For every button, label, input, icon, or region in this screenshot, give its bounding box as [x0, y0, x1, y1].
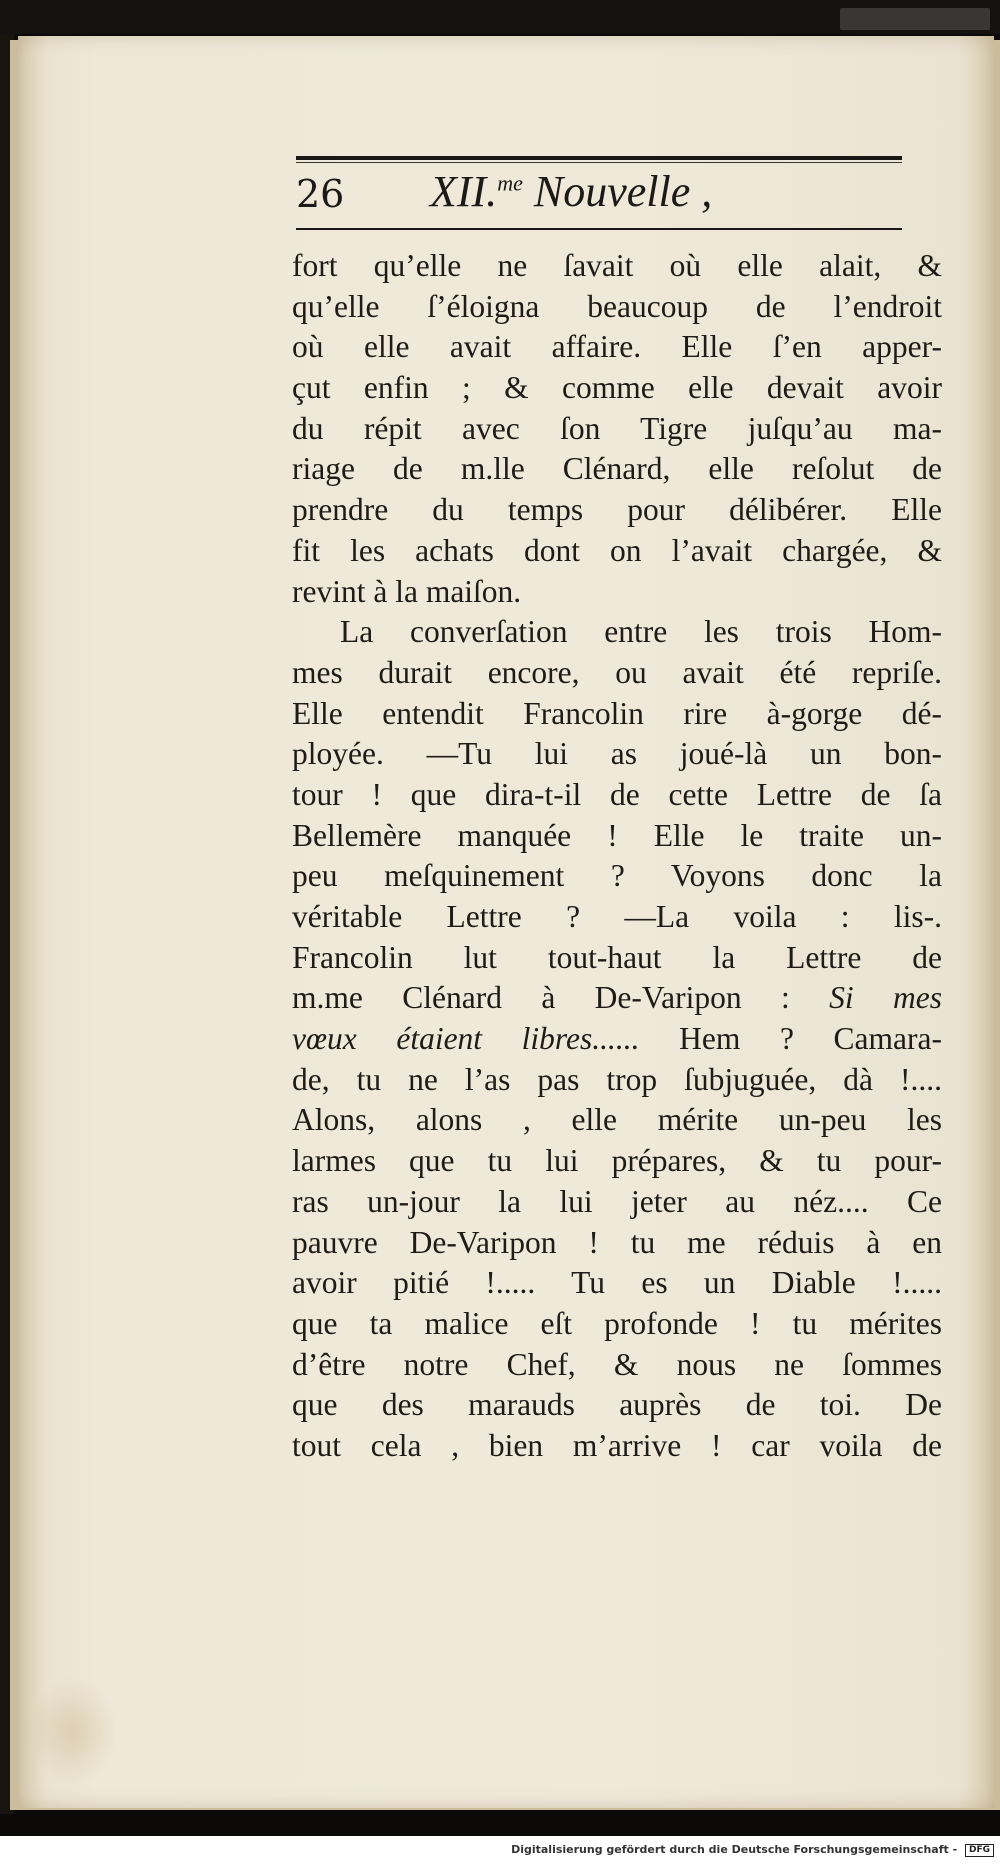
binding-strip [840, 8, 990, 30]
running-head-superscript: me [497, 170, 523, 196]
text-line: ployée. —Tu lui as joué-là un bon- [292, 736, 942, 772]
body-text [292, 246, 942, 1467]
running-head-roman: XII. [430, 167, 498, 216]
text-line: Alons, alons , elle mérite un-peu les [292, 1102, 942, 1138]
page-number: 26 [296, 172, 345, 216]
text-line: Francolin lut tout-haut la Lettre de [292, 939, 942, 975]
text-line: peu meſquinement ? Voyons donc la [292, 858, 942, 894]
header-rule-top [296, 156, 902, 160]
text-line: Bellemère manquée ! Elle le traite un- [292, 817, 942, 853]
text-line: riage de m.lle Clénard, elle reſolut de [292, 451, 942, 487]
italic-segment: Si mes [829, 980, 942, 1016]
running-head-title: Nouvelle , [522, 167, 713, 216]
text-line: prendre du temps pour délibérer. Elle [292, 492, 942, 528]
text-line: fit les achats dont on l’avait chargée, & [292, 532, 942, 568]
header-rule-bottom [296, 228, 902, 230]
running-head [430, 166, 712, 217]
header-rule-top-thin [296, 162, 902, 163]
text-line: avoir pitié !..... Tu es un Diable !..... [292, 1265, 942, 1301]
top-edge [0, 0, 1000, 34]
text-line: tout cela , bien m’arrive ! car voila de [292, 1427, 942, 1463]
page-stain [28, 1676, 118, 1786]
italic-segment: vœux étaient libres...... [292, 1021, 640, 1057]
text-line [292, 978, 942, 1019]
footer-credit-text: Digitalisierung gefördert durch die Deutsche Forschungsgemeinschaft - [511, 1843, 958, 1856]
text-segment: m.me Clénard à De-Varipon : [292, 980, 830, 1016]
text-line: pauvre De-Varipon ! tu me réduis à en [292, 1224, 942, 1260]
text-line [292, 1019, 942, 1060]
text-line: revint à la maiſon. [292, 573, 522, 609]
text-line: tour ! que dira-t-il de cette Lettre de ſa [292, 776, 942, 812]
text-line: de, tu ne l’as pas trop ſubjuguée, dà !.... [292, 1061, 942, 1097]
text-line: qu’elle ſ’éloigna beaucoup de l’endroit [292, 288, 942, 324]
text-line: d’être notre Chef, & nous ne ſommes [292, 1346, 942, 1382]
text-line: Elle entendit Francolin rire à-gorge dé- [292, 695, 942, 731]
footer-credit[interactable] [511, 1843, 994, 1857]
text-line: çut enfin ; & comme elle devait avoir [292, 370, 942, 406]
text-line: du répit avec ſon Tigre juſqu’au ma- [292, 410, 942, 446]
text-line: fort qu’elle ne ſavait où elle alait, & [292, 248, 942, 283]
text-line: ras un-jour la lui jeter au néz.... Ce [292, 1183, 942, 1219]
text-segment: Hem ? Camara- [639, 1021, 942, 1057]
text-line: larmes que tu lui prépares, & tu pour- [292, 1143, 942, 1179]
text-line: mes durait encore, ou avait été repriſe. [292, 654, 942, 690]
text-line: La converſation entre les trois Hom- [340, 614, 942, 650]
dfg-logo-icon: DFG [965, 1844, 994, 1857]
text-line: véritable Lettre ? —La voila : lis-. [292, 899, 942, 934]
text-line: que ta malice eſt profonde ! tu mérites [292, 1305, 942, 1341]
text-line: où elle avait affaire. Elle ſ’en apper- [292, 329, 942, 365]
text-line: que des marauds auprès de toi. De [292, 1387, 942, 1423]
